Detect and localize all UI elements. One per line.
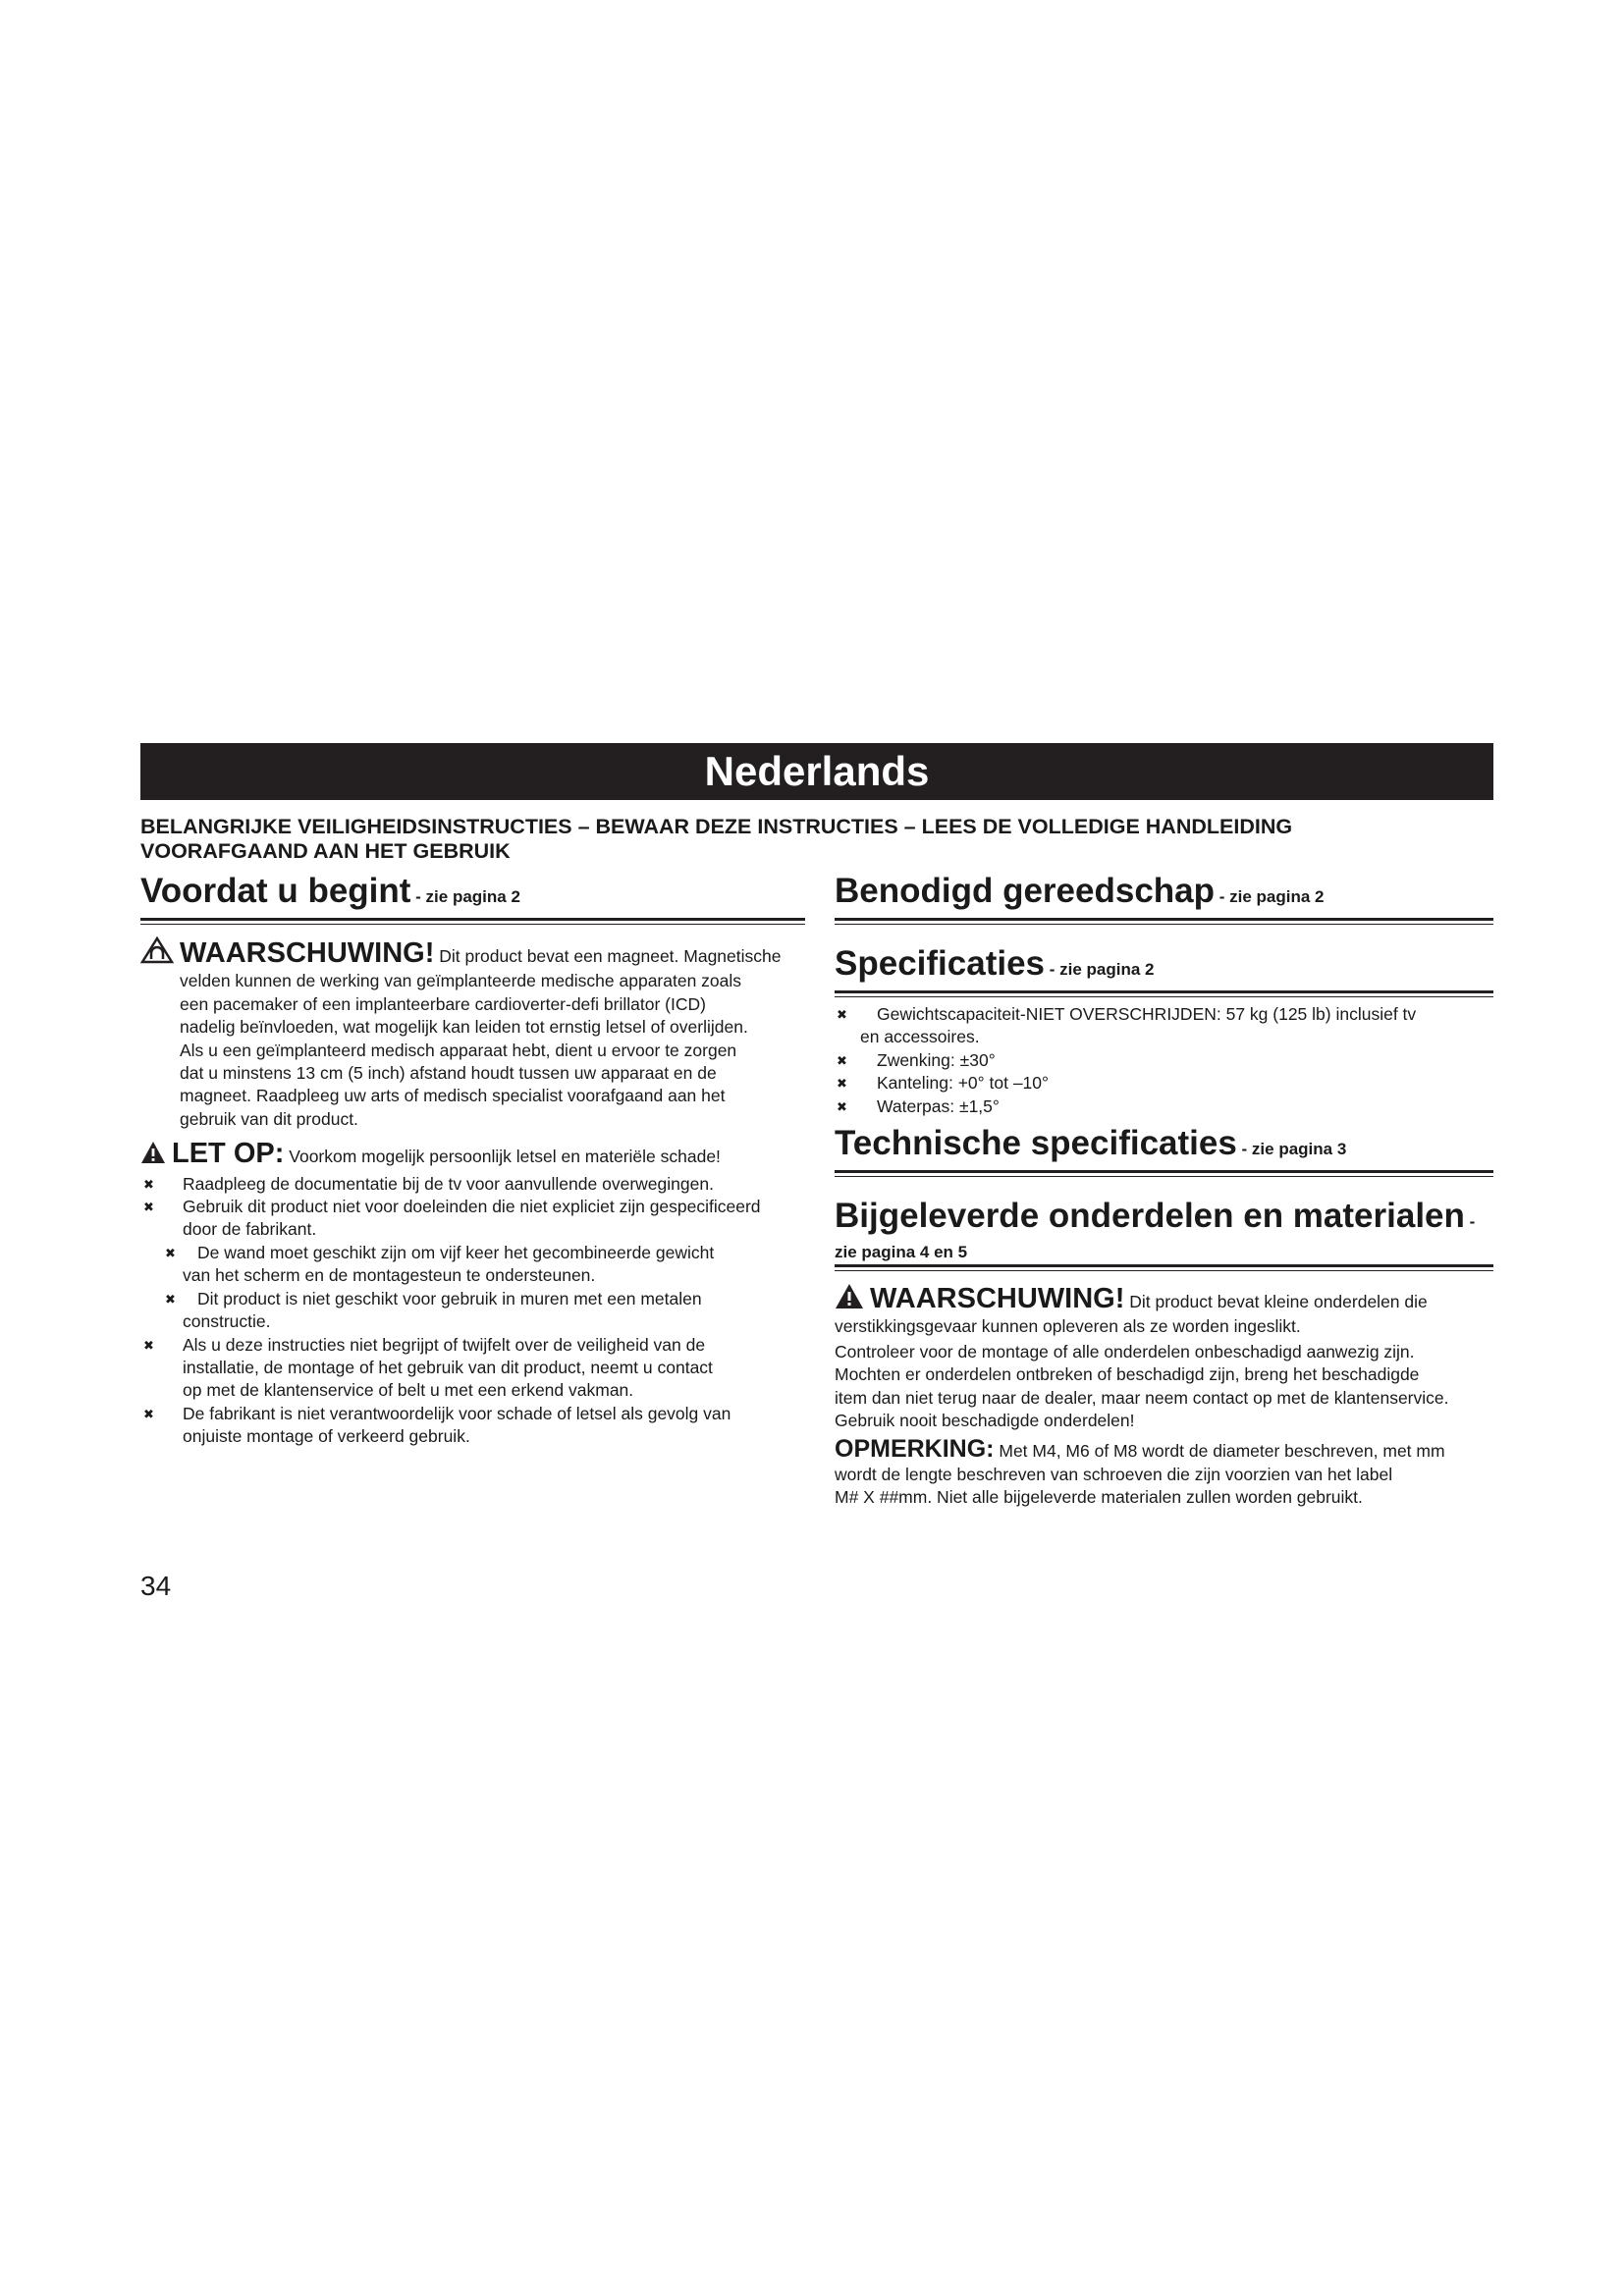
warning-body: [140, 970, 805, 1131]
bullet-icon: ✖: [837, 1007, 847, 1022]
warning-label: WAARSCHUWING!: [180, 937, 435, 969]
warning-line: een pacemaker of een implanteerbare cardioverter-defi brillator (ICD): [180, 993, 706, 1014]
paragraph-line: item dan niet terug naar de dealer, maar neem contact op met de klantenservice.: [835, 1387, 1449, 1408]
heading-page-ref: - zie pagina 2: [1045, 960, 1155, 979]
note-paragraph: [835, 1435, 1493, 1509]
section-heading-technische: [835, 1124, 1493, 1169]
warning-line: dat u minstens 13 cm (5 inch) afstand houdt tussen uw apparaat en de: [180, 1063, 717, 1084]
magnet-warning-icon: [140, 936, 174, 970]
paragraph-line: Mochten er onderdelen ontbreken of beschadigd zijn, breng het beschadigde: [835, 1364, 1420, 1385]
divider: [835, 990, 1493, 997]
note-label: OPMERKING:: [835, 1435, 995, 1464]
list-item: [140, 1173, 805, 1196]
heading-page-ref: zie pagina 4 en 5: [835, 1243, 968, 1262]
important-safety-heading: [140, 815, 1493, 864]
heading-dash: -: [1464, 1212, 1476, 1232]
left-column: [140, 872, 805, 1449]
heading-text: Benodigd gereedschap: [835, 872, 1216, 910]
bullet-icon: ✖: [837, 1052, 847, 1068]
list-item: [140, 1288, 805, 1334]
section-heading-bijgeleverde: [835, 1197, 1493, 1242]
bullet-text: van het scherm en de montagesteun te ondersteunen.: [183, 1265, 596, 1286]
section-heading-voordat: [140, 872, 805, 917]
heading-page-ref: - zie pagina 2: [1215, 887, 1325, 906]
choking-warning: [835, 1283, 1493, 1339]
bullet-text: Gebruik dit product niet voor doeleinden die niet expliciet zijn gespecificeerd: [183, 1197, 761, 1217]
specs-list: [835, 1003, 1493, 1118]
right-column: [835, 872, 1493, 1510]
caution-icon: [140, 1141, 166, 1170]
section-heading-specificaties: [835, 944, 1493, 989]
section-heading-gereedschap: [835, 872, 1493, 917]
bullet-icon: ✖: [143, 1200, 154, 1215]
spec-text: Zwenking: ±30°: [877, 1049, 996, 1070]
caution-label: LET OP:: [172, 1138, 285, 1170]
paragraph-line: wordt de lengte beschreven van schroeven die zijn voorzien van het label: [835, 1464, 1393, 1484]
list-item: [835, 1072, 1493, 1095]
bullet-icon: ✖: [143, 1406, 154, 1421]
warning-icon: [835, 1283, 864, 1315]
divider: [835, 1264, 1493, 1271]
divider: [835, 1170, 1493, 1177]
warning-line: nadelig beïnvloeden, wat mogelijk kan leiden tot ernstig letsel of overlijden.: [180, 1017, 748, 1038]
list-item: [140, 1196, 805, 1242]
spec-text: Gewichtscapaciteit-NIET OVERSCHRIJDEN: 57 kg (125 lb) inclusief tv: [877, 1004, 1417, 1024]
heading-page-ref: - zie pagina 3: [1236, 1140, 1347, 1159]
warning-line: gebruik van dit product.: [180, 1108, 358, 1129]
bullet-icon: ✖: [837, 1098, 847, 1114]
bullet-text: installatie, de montage of het gebruik van dit product, neemt u contact: [183, 1357, 713, 1377]
warning-line: magneet. Raadpleeg uw arts of medisch specialist voorafgaand aan het: [180, 1086, 726, 1106]
list-item: [835, 1095, 1493, 1118]
bullet-text: Dit product is niet geschikt voor gebruik in muren met een metalen: [197, 1288, 702, 1308]
heading-text: Bijgeleverde onderdelen en materialen: [835, 1197, 1465, 1236]
caution-text: Voorkom mogelijk persoonlijk letsel en materiële schade!: [284, 1147, 721, 1167]
bullet-icon: ✖: [143, 1337, 154, 1353]
page-number: 34: [140, 1571, 172, 1601]
bullet-text: onjuiste montage of verkeerd gebruik.: [183, 1426, 470, 1447]
list-item: [835, 1049, 1493, 1072]
warning-first-line: Dit product bevat kleine onderdelen die: [1124, 1292, 1428, 1312]
check-paragraph: [835, 1341, 1493, 1433]
heading-text: Technische specificaties: [835, 1124, 1237, 1163]
warning-label: WAARSCHUWING!: [870, 1283, 1125, 1315]
paragraph-line: Controleer voor de montage of alle onderdelen onbeschadigd aanwezig zijn.: [835, 1341, 1415, 1362]
list-item: [140, 1403, 805, 1449]
heading-text: Specificaties: [835, 944, 1045, 983]
bullet-text: De wand moet geschikt zijn om vijf keer het gecombineerde gewicht: [197, 1242, 715, 1262]
bullet-icon: ✖: [165, 1291, 176, 1307]
list-item: [140, 1242, 805, 1288]
paragraph-line: M# X ##mm. Niet alle bijgeleverde materialen zullen worden gebruikt.: [835, 1487, 1363, 1508]
important-line-2: VOORAFGAAND AAN HET GEBRUIK: [140, 839, 511, 863]
heading-text: Voordat u begint: [140, 872, 411, 910]
warning-line: verstikkingsgevaar kunnen opleveren als ze worden ingeslikt.: [835, 1316, 1301, 1337]
warning-line: velden kunnen de werking van geïmplanteerde medische apparaten zoals: [180, 971, 742, 991]
bullet-icon: ✖: [143, 1176, 154, 1192]
bullet-text: Als u deze instructies niet begrijpt of twijfelt over de veiligheid van de: [183, 1334, 706, 1355]
warning-line: Als u een geïmplanteerd medisch apparaat hebt, dient u ervoor te zorgen: [180, 1040, 737, 1060]
spec-text: Waterpas: ±1,5°: [877, 1095, 1000, 1116]
note-first-line: Met M4, M6 of M8 wordt de diameter beschreven, met mm: [994, 1441, 1445, 1462]
divider: [140, 918, 805, 925]
paragraph-line: Gebruik nooit beschadigde onderdelen!: [835, 1411, 1135, 1431]
divider: [835, 918, 1493, 925]
bullet-icon: ✖: [165, 1245, 176, 1260]
list-item: [835, 1003, 1493, 1049]
bullet-text: constructie.: [183, 1311, 271, 1332]
bullet-text: op met de klantenservice of belt u met een erkend vakman.: [183, 1380, 634, 1401]
list-item: [140, 1334, 805, 1403]
spec-text: en accessoires.: [860, 1027, 980, 1047]
spec-text: Kanteling: +0° tot –10°: [877, 1073, 1050, 1094]
caution-bullets: [140, 1173, 805, 1449]
bullet-icon: ✖: [837, 1076, 847, 1092]
bullet-text: door de fabrikant.: [183, 1219, 317, 1240]
warning-first-line: Dit product bevat een magneet. Magnetische: [434, 946, 782, 966]
bullet-text: De fabrikant is niet verantwoordelijk voor schade of letsel als gevolg van: [183, 1403, 731, 1423]
important-line-1: BELANGRIJKE VEILIGHEIDSINSTRUCTIES – BEWAAR DEZE INSTRUCTIES – LEES DE VOLLEDIGE HANDLEIDING: [140, 815, 1293, 838]
heading-page-ref: - zie pagina 2: [410, 887, 520, 906]
magnet-warning: [140, 936, 805, 1131]
language-banner: Nederlands: [140, 743, 1493, 800]
caution-note: [140, 1138, 805, 1170]
bullet-text: Raadpleeg de documentatie bij de tv voor aanvullende overwegingen.: [183, 1173, 714, 1194]
